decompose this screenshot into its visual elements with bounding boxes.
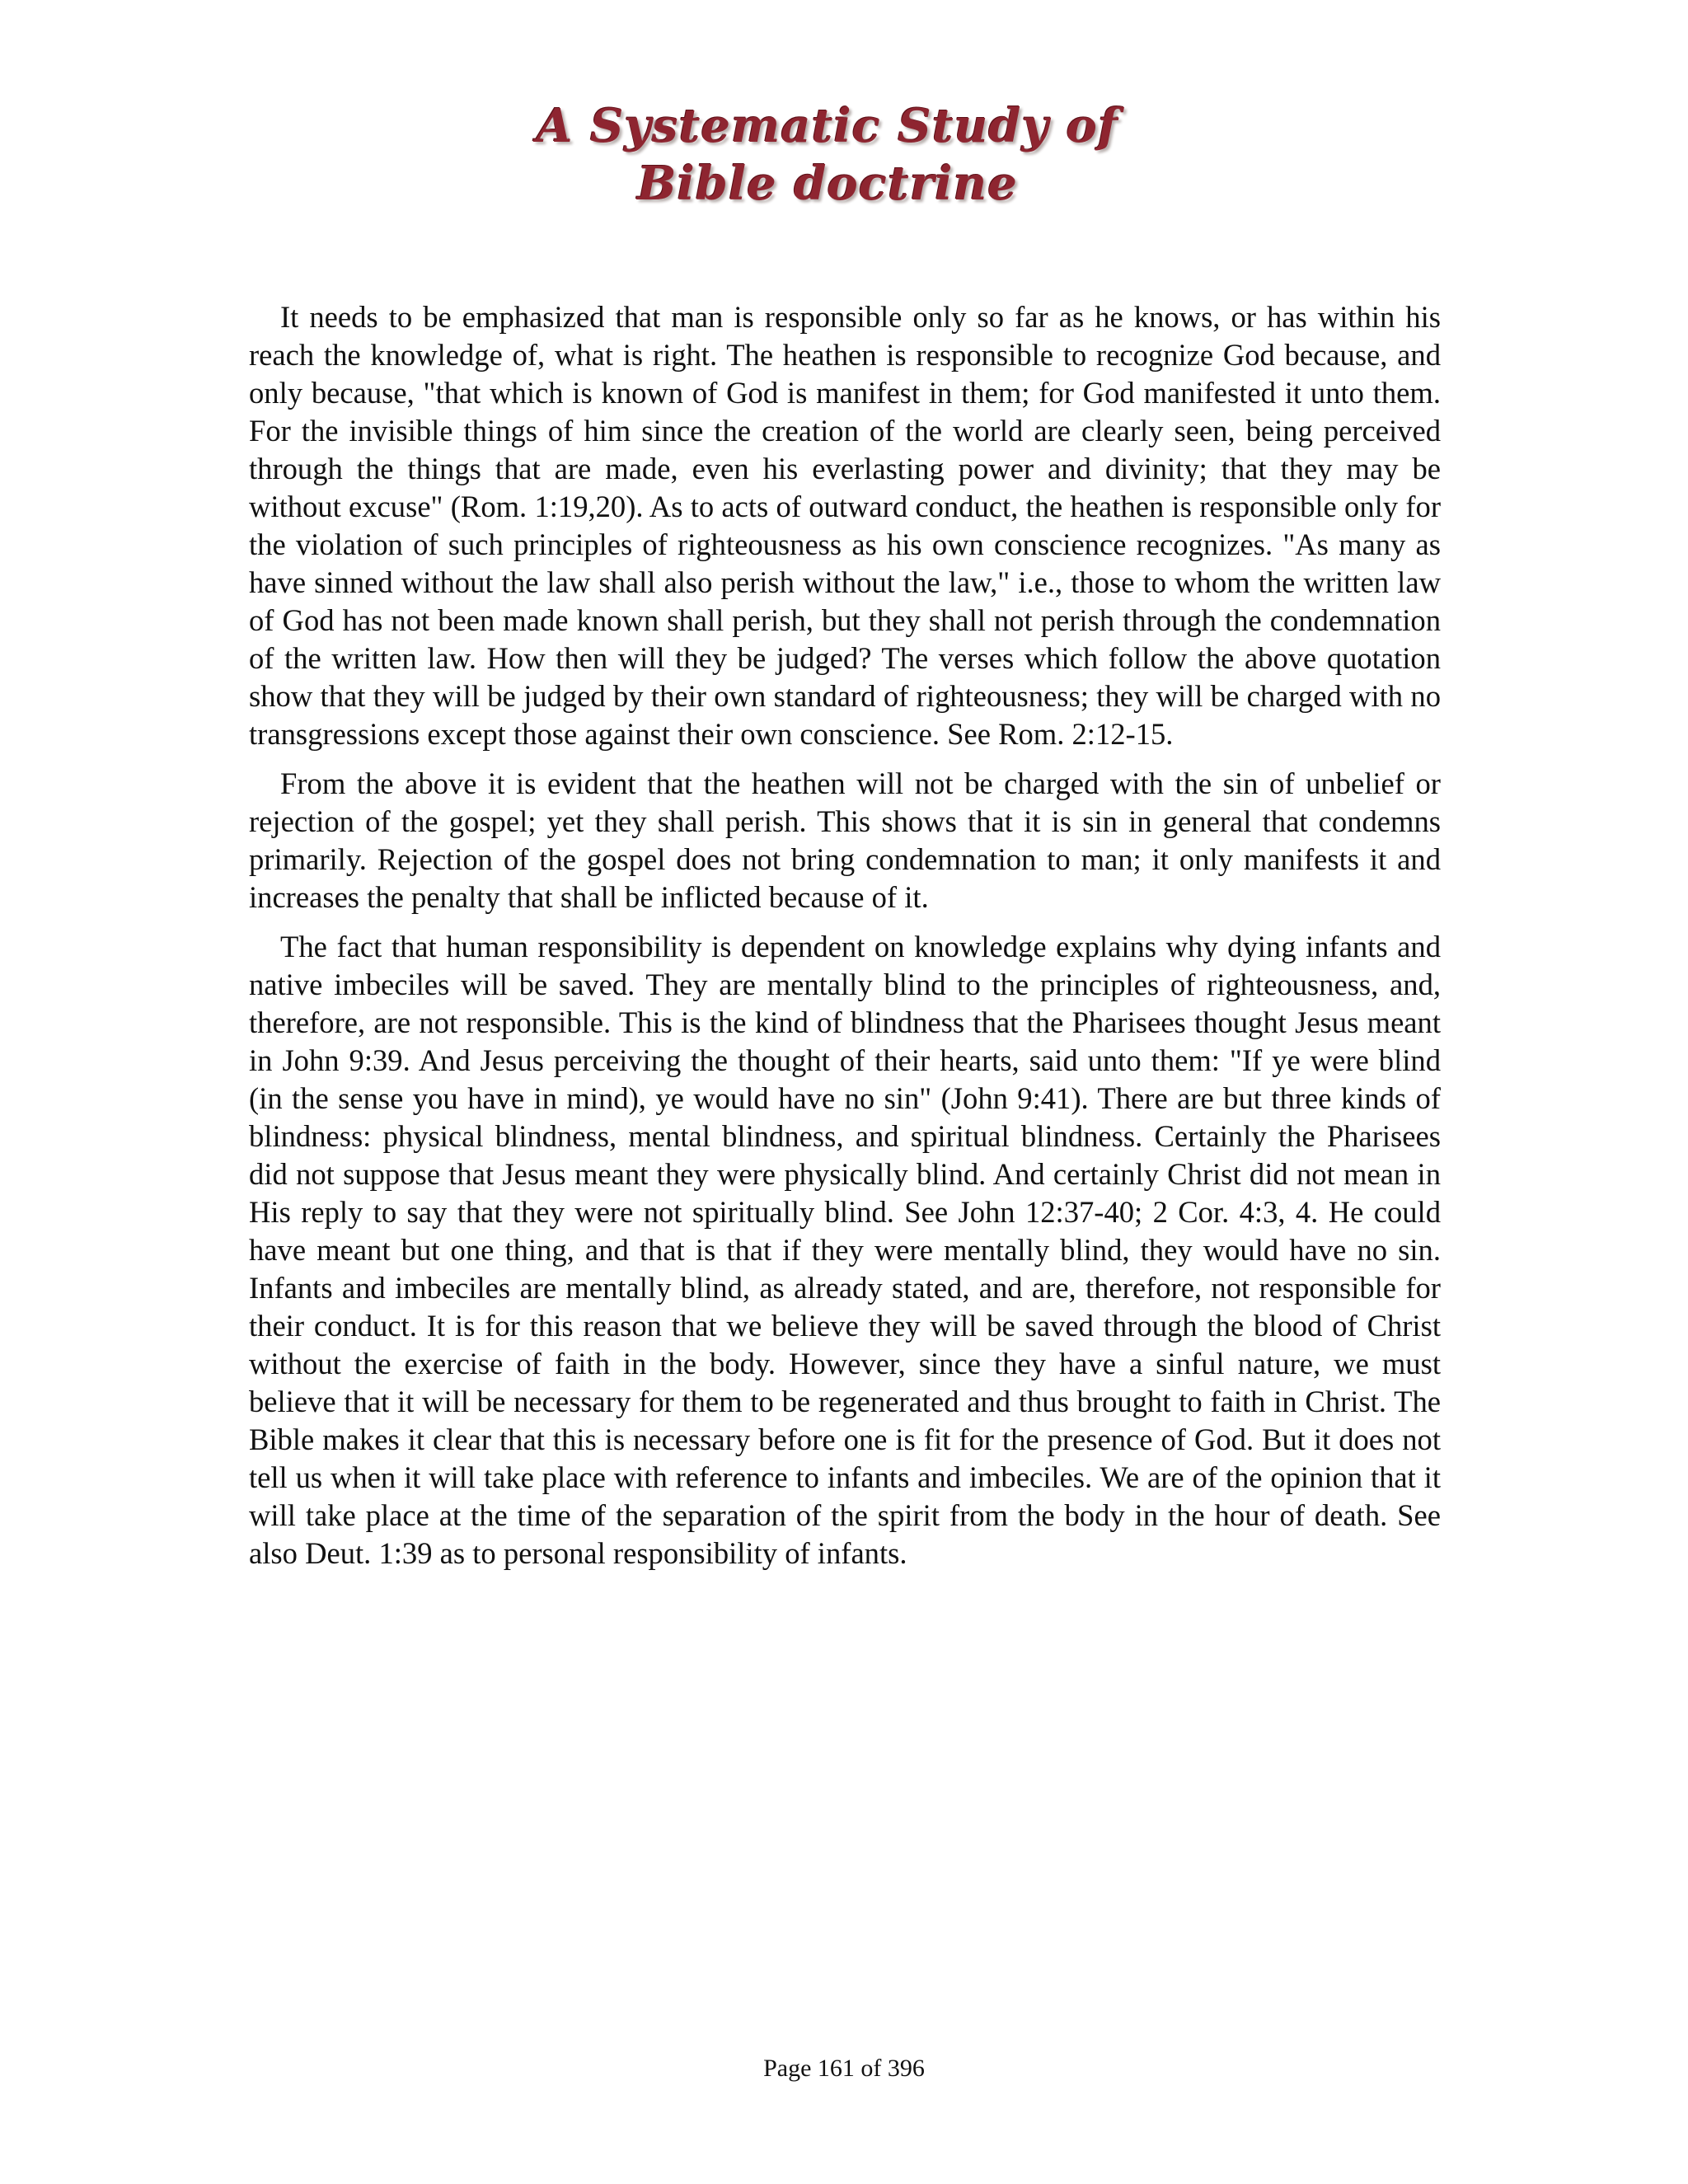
paragraph-3: The fact that human responsibility is dependent on knowledge explains why dying infants and native imbeciles will be saved. They are mentally blind to the principles of righteousness, and, therefore, are not responsible. This is the kind of blindness that the Pharisees thought Jesus meant in John 9:39. And Jesus perceiving the thought of their hearts, said unto them: "If ye were blind (in the sense you have in mind), ye would have no sin" (John 9:41). There are but three kinds of blindness: physical blindness, mental blindness, and spiritual blindness. Certainly the Pharisees did not suppose that Jesus meant they were physically blind. And certainly Christ did not mean in His reply to say that they were not spiritually blind. See John 12:37-40; 2 Cor. 4:3, 4. He could have meant but one thing, and that is that if they were mentally blind, they would have no sin. Infants and imbeciles are mentally blind, as already stated, and are, therefore, not responsible for their conduct. It is for this reason that we believe they will be saved through the blood of Christ without the exercise of faith in the body. However, since they have a sinful nature, we must believe that it will be necessary for them to be regenerated and thus brought to faith in Christ. The Bible makes it clear that this is necessary before one is fit for the presence of God. But it does not tell us when it will take place with reference to infants and imbeciles. We are of the opinion that it will take place at the time of the separation of the spirit from the body in the hour of death. See also Deut. 1:39 as to personal responsibility of infants. xyxy=(249,930,1441,1570)
page-body xyxy=(249,298,1441,1584)
page-number: Page 161 of 396 xyxy=(763,2055,925,2082)
book-title-logo xyxy=(514,97,1141,221)
logo-line-2: Bible doctrine xyxy=(637,157,1018,211)
paragraph-2: From the above it is evident that the heathen will not be charged with the sin of unbelief or rejection of the gospel; yet they shall perish. This shows that it is sin in general that condemns primarily. Rejection of the gospel does not bring condemnation to man; it only manifests it and increases the penalty that shall be inflicted because of it. xyxy=(249,766,1441,914)
paragraph-1: It needs to be emphasized that man is responsible only so far as he knows, or has within his reach the knowledge of, what is right. The heathen is responsible to recognize God because, and only because, "that which is known of God is manifest in them; for God manifested it unto them. For the invisible things of him since the creation of the world are clearly seen, being perceived through the things that are made, even his everlasting power and divinity; that they may be without excuse" (Rom. 1:19,20). As to acts of outward conduct, the heathen is responsible only for the violation of such principles of righteousness as his own conscience recognizes. "As many as have sinned without the law shall also perish without the law," i.e., those to whom the written law of God has not been made known shall perish, but they shall not perish through the condemnation of the written law. How then will they be judged? The verses which follow the above quotation show that they will be judged by their own standard of righteousness; they will be charged with no transgressions except those against their own conscience. See Rom. 2:12-15. xyxy=(249,300,1441,751)
logo-line-1: A Systematic Study of xyxy=(537,99,1118,153)
